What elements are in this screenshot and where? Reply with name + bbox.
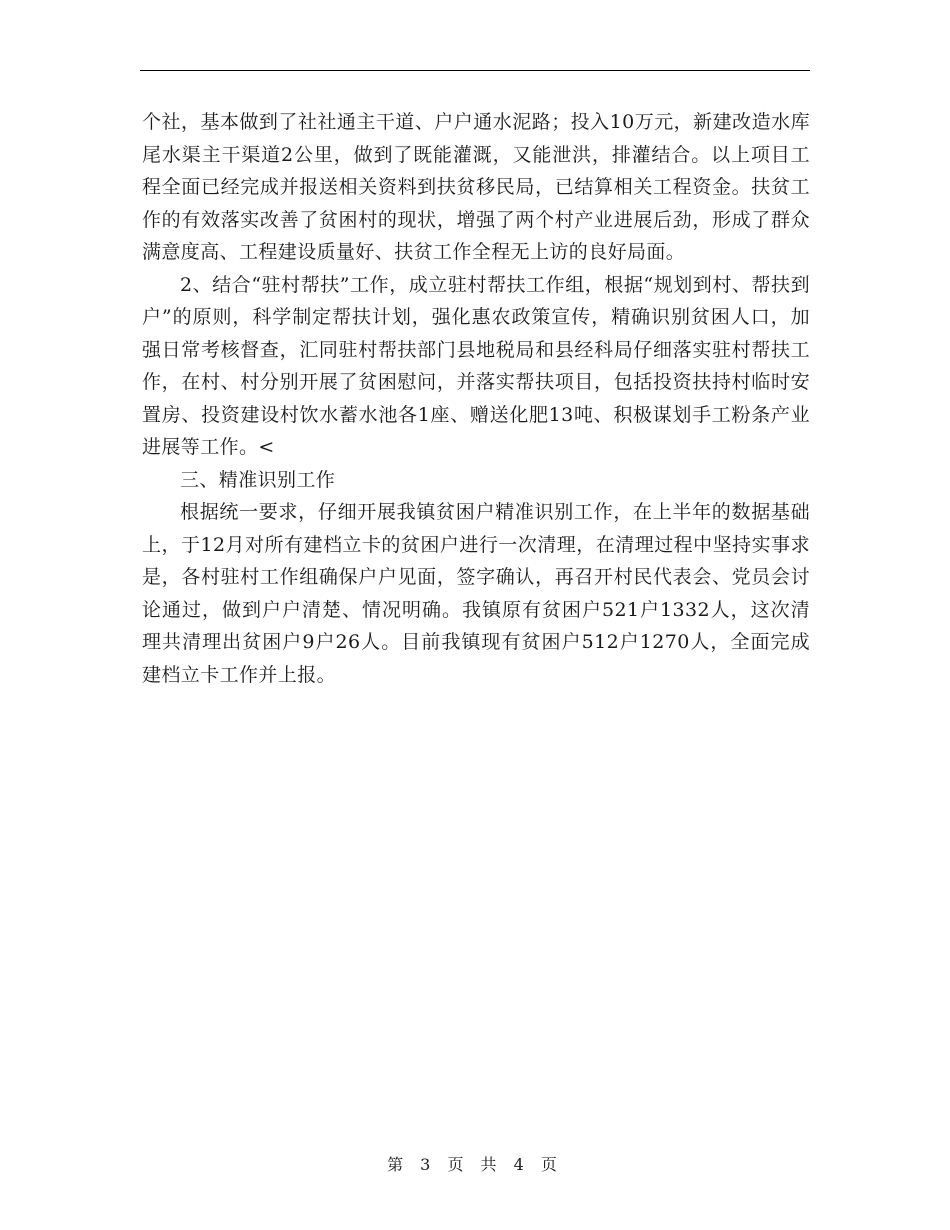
paragraph-continuation: 个社，基本做到了社社通主干道、户户通水泥路；投入10万元，新建改造水库尾水渠主干渠道2公里，做到了既能灌溉，又能泄洪，排灌结合。以上项目工程全面已经完成并报送相关资料到扶贫移民局，已结算相关工程资金。扶贫工作的有效落实改善了贫困村的现状，增强了两个村产业进展后劲，形成了群众满意度高、工程建设质量好、扶贫工作全程无上访的良好局面。 <box>142 111 810 263</box>
header-rule <box>140 70 810 71</box>
paragraph-precise-identification: 根据统一要求，仔细开展我镇贫困户精准识别工作，在上半年的数据基础上，于12月对所有建档立卡的贫困户进行一次清理，在清理过程中坚持实事求是，各村驻村工作组确保户户见面，签字确认，再召开村民代表会、党员会讨论通过，做到户户清楚、情况明确。我镇原有贫困户521户1332人，这次清理共清理出贫困户9户26人。目前我镇现有贫困户512户1270人，全面完成建档立卡工作并上报。 <box>142 501 810 686</box>
page-number: 第 3 页 共 4 页 <box>387 1155 563 1174</box>
section-heading-precise-identification: 三、精准识别工作 <box>180 468 336 491</box>
document-body <box>142 106 810 691</box>
paragraph-village-assistance: 2、结合“驻村帮扶”工作，成立驻村帮扶工作组，根据“规划到村、帮扶到户”的原则，科学制定帮扶计划，强化惠农政策宣传，精确识别贫困人口，加强日常考核督查，汇同驻村帮扶部门县地税局和县经科局仔细落实驻村帮扶工作，在村、村分别开展了贫困慰问，并落实帮扶项目，包括投资扶持村临时安置房、投资建设村饮水蓄水池各1座、赠送化肥13吨、积极谋划手工粉条产业进展等工作。< <box>142 273 810 458</box>
